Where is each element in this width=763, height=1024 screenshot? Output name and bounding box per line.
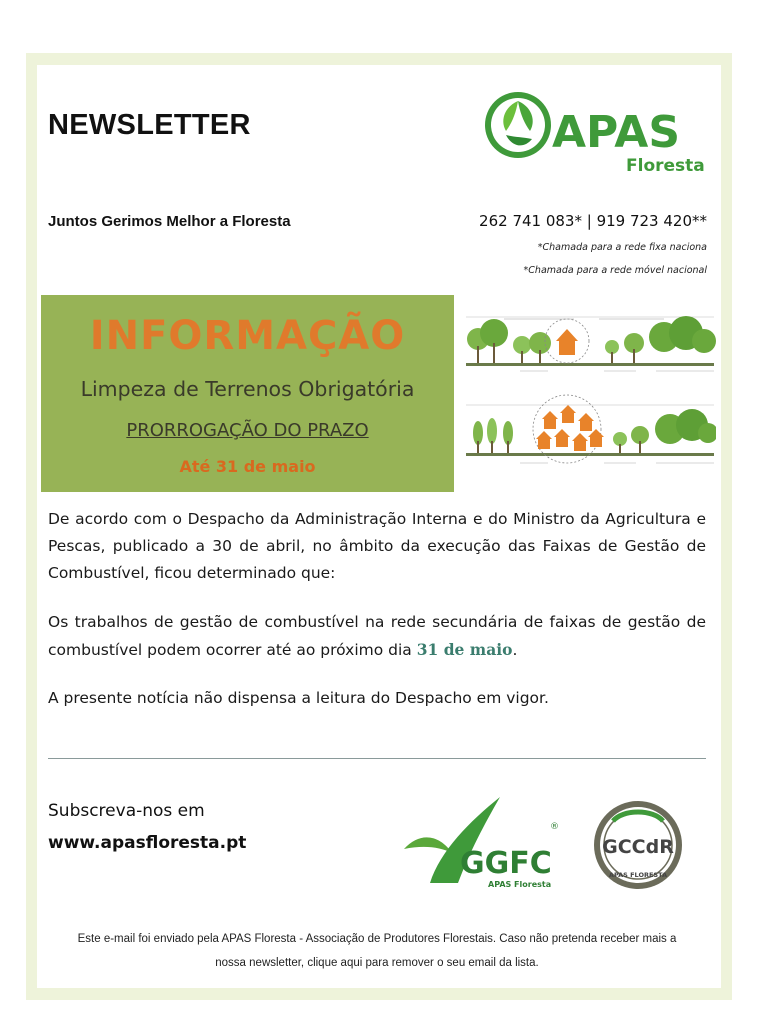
paragraph-disclaimer: A presente notícia não dispensa a leitura do Despacho em vigor. — [48, 689, 549, 707]
divider — [48, 758, 706, 759]
note-fixed-line: *Chamada para a rede fixa naciona — [537, 242, 707, 253]
ggfc-subtext: APAS Floresta — [488, 880, 552, 889]
footer-disclaimer: Este e-mail foi enviado pela APAS Floresta - Associação de Produtores Florestais. Caso não pretenda receber mais a — [77, 933, 677, 945]
phone-numbers[interactable]: 262 741 083* | 919 723 420** — [479, 212, 707, 230]
ggfc-logo[interactable] — [400, 791, 560, 891]
top-scene-illustration — [466, 316, 716, 377]
leaf-emblem-icon — [485, 92, 551, 158]
fuel-management-diagram — [464, 301, 716, 489]
newsletter-body — [37, 65, 721, 988]
note-mobile-line: *Chamada para a rede móvel nacional — [523, 265, 707, 276]
paragraph-deadline-end: . — [512, 641, 518, 659]
gccdr-text: GCCdR — [602, 836, 674, 858]
subscribe-label: Subscreva-nos em — [48, 801, 205, 821]
apas-floresta-logo[interactable] — [482, 87, 707, 183]
banner-subtitle: Limpeza de Terrenos Obrigatória — [80, 377, 415, 401]
newsletter-frame — [26, 53, 732, 1000]
gccdr-subtext: APAS FLORESTA — [608, 871, 668, 879]
logo-text: APAS — [552, 107, 681, 158]
logo-subtext: Floresta — [626, 156, 705, 176]
unsubscribe-link[interactable]: nossa newsletter, clique aqui para remover o seu email da lista. — [215, 957, 539, 969]
registered-icon: ® — [550, 822, 559, 832]
website-link[interactable]: www.apasfloresta.pt — [48, 833, 247, 853]
gccdr-logo[interactable] — [583, 795, 693, 895]
tagline: Juntos Gerimos Melhor a Floresta — [48, 213, 291, 230]
information-banner[interactable] — [41, 295, 454, 492]
paragraph-deadline — [48, 609, 706, 664]
deadline-highlight: 31 de maio — [416, 640, 513, 659]
ggfc-text: GGFC — [460, 846, 552, 881]
bottom-scene-illustration — [466, 395, 716, 463]
banner-link[interactable]: PRORROGAÇÃO DO PRAZO — [126, 420, 369, 441]
banner-deadline: Até 31 de maio — [179, 457, 316, 476]
paragraph-despacho: De acordo com o Despacho da Administração Interna e do Ministro da Agricultura e Pescas, publicado a 30 de abril, no âmbito da execução das Faixas de Gestão de Combustível, ficou determinado que: — [48, 510, 706, 582]
paragraph-deadline-text: Os trabalhos de gestão de combustível na rede secundária de faixas de gestão de combustível podem ocorrer até ao próximo dia — [48, 613, 706, 659]
newsletter-title: NEWSLETTER — [48, 109, 251, 141]
banner-heading: INFORMAÇÃO — [89, 313, 406, 359]
